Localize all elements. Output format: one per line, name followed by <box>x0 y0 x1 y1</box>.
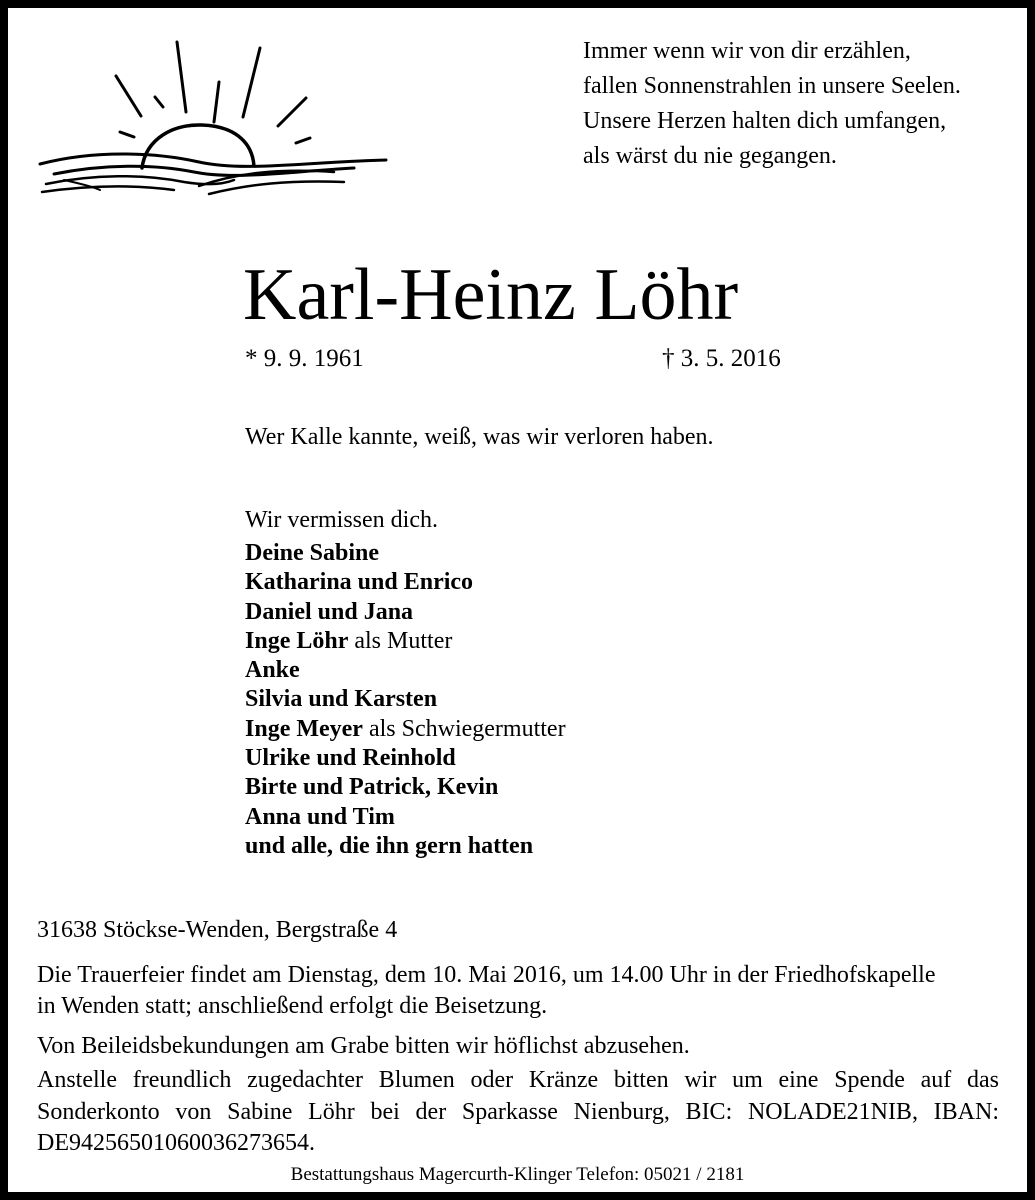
mourner-role: als Mutter <box>348 627 453 654</box>
miss-you-line: Wir vermissen dich. <box>245 507 438 533</box>
deceased-name: Karl-Heinz Löhr <box>243 254 739 336</box>
mourner-name: Deine Sabine <box>245 540 380 566</box>
mourner-row <box>245 744 845 773</box>
mourner-row <box>245 539 845 568</box>
mourner-row <box>245 598 845 627</box>
mourner-name: Anke <box>245 657 300 684</box>
mourner-name: Inge Löhr <box>245 627 349 654</box>
condolence-notice: Von Beileidsbekundungen am Grabe bitten wir höflichst abzusehen. <box>37 1033 690 1059</box>
poem <box>583 34 1003 174</box>
poem-line: fallen Sonnenstrahlen in unsere Seelen. <box>583 73 961 99</box>
mourner-name: Silvia und Karsten <box>245 686 438 713</box>
funeral-notice <box>37 960 999 1022</box>
funeral-notice-line: Die Trauerfeier findet am Dienstag, dem 10. Mai 2016, um 14.00 Uhr in der Friedhofskapelle <box>37 962 936 988</box>
mourner-name: Anna und Tim <box>245 803 395 830</box>
sunset-icon <box>34 34 394 206</box>
mourner-name: Ulrike und Reinhold <box>245 745 456 772</box>
mourner-name: Daniel und Jana <box>245 598 414 625</box>
mourner-name: und alle, die ihn gern hatten <box>245 832 534 859</box>
mourner-row <box>245 685 845 714</box>
mourner-row <box>245 715 845 744</box>
mourner-row <box>245 803 845 832</box>
mourners-list <box>245 539 845 861</box>
poem-line: Immer wenn wir von dir erzählen, <box>583 38 911 64</box>
family-address: 31638 Stöckse-Wenden, Bergstraße 4 <box>37 917 398 943</box>
mourner-name: Inge Meyer <box>245 715 363 742</box>
birth-date: * 9. 9. 1961 <box>245 345 364 372</box>
memorial-quote: Wer Kalle kannte, weiß, was wir verloren haben. <box>245 424 714 450</box>
mourner-name: Katharina und Enrico <box>245 569 474 596</box>
poem-line: Unsere Herzen halten dich umfangen, <box>583 108 947 134</box>
death-date: † 3. 5. 2016 <box>662 345 781 372</box>
donation-notice: Anstelle freundlich zugedachter Blumen oder Kränze bitten wir um eine Spende auf das Sonderkonto von Sabine Löhr bei der Sparkasse Nienburg, BIC: NOLADE21NIB, IBAN: DE94256501060036273654. <box>37 1067 999 1156</box>
funeral-home-footer: Bestattungshaus Magercurth-Klinger Telefon: 05021 / 2181 <box>290 1164 745 1185</box>
mourner-name: Birte und Patrick, Kevin <box>245 774 499 801</box>
mourner-row <box>245 568 845 597</box>
mourner-row <box>245 773 845 802</box>
mourner-row <box>245 656 845 685</box>
funeral-notice-line: in Wenden statt; anschließend erfolgt die Beisetzung. <box>37 993 548 1019</box>
poem-line: als wärst du nie gegangen. <box>583 143 837 169</box>
mourner-row <box>245 832 845 861</box>
mourner-role: als Schwiegermutter <box>362 715 566 742</box>
mourner-row <box>245 627 845 656</box>
